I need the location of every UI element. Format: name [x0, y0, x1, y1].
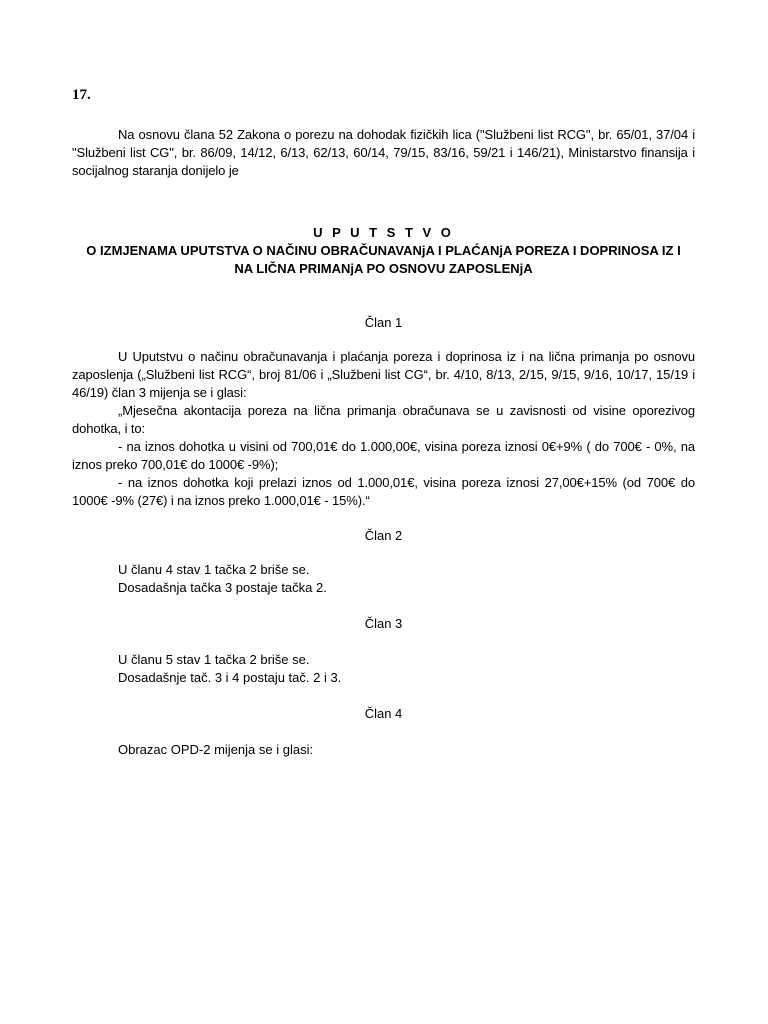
preamble-paragraph: Na osnovu člana 52 Zakona o porezu na dohodak fizičkih lica ("Službeni list RCG", br. 65/01, 37/04 i "Službeni list CG", br. 86/09, 14/12, 6/13, 62/13, 60/14, 79/15, 83/16, 59/21 i 146/21), Ministarstvo finansija i socijalnog staranja donijelo je [72, 127, 695, 178]
document-title [72, 224, 695, 278]
article-1-heading: Član 1 [364, 315, 403, 330]
article-3-line-1: U članu 5 stav 1 tačka 2 briše se. [118, 652, 310, 667]
article-4-heading: Član 4 [364, 706, 403, 721]
article-3-heading: Član 3 [364, 616, 403, 631]
title-subtitle-line-1: O IZMJENAMA UPUTSTVA O NAČINU OBRAČUNAVANjA I PLAĆANjA POREZA I DOPRINOSA IZ I [86, 243, 681, 258]
article-1-intro: U Uputstvu o načinu obračunavanja i plaćanja poreza i doprinosa iz i na lična primanja po osnovu zaposlenja („Službeni list RCG“, broj 81/06 i „Službeni list CG“, br. 4/10, 8/13, 2/15, 9/15, 9/16, 10/17, 15/19 i 46/19) član 3 mijenja se i glasi: [72, 349, 695, 400]
article-3-line-2: Dosadašnje tač. 3 i 4 postaju tač. 2 i 3. [118, 670, 342, 685]
article-1-quote: „Mjesečna akontacija poreza na lična primanja obračunava se u zavisnosti od visine oporezivog dohotka, i to: [72, 403, 695, 436]
document-number: 17. [72, 87, 91, 103]
article-2-heading: Član 2 [364, 528, 403, 543]
article-2-line-2: Dosadašnja tačka 3 postaje tačka 2. [118, 580, 327, 595]
title-main: U P U T S T V O [313, 225, 454, 240]
title-subtitle-line-2: NA LIČNA PRIMANjA PO OSNOVU ZAPOSLENjA [234, 261, 533, 276]
article-2-line-1: U članu 4 stav 1 tačka 2 briše se. [118, 562, 310, 577]
article-1-bullet-2: - na iznos dohotka koji prelazi iznos od 1.000,01€, visina poreza iznosi 27,00€+15% (od 700€ do 1000€ -9% (27€) i na iznos preko 1.000,01€ - 15%).“ [72, 475, 695, 508]
article-1-bullet-1: - na iznos dohotka u visini od 700,01€ do 1.000,00€, visina poreza iznosi 0€+9% ( do 700€ - 0%, na iznos preko 700,01€ do 1000€ -9%); [72, 439, 695, 472]
article-4-line-1: Obrazac OPD-2 mijenja se i glasi: [118, 742, 314, 757]
